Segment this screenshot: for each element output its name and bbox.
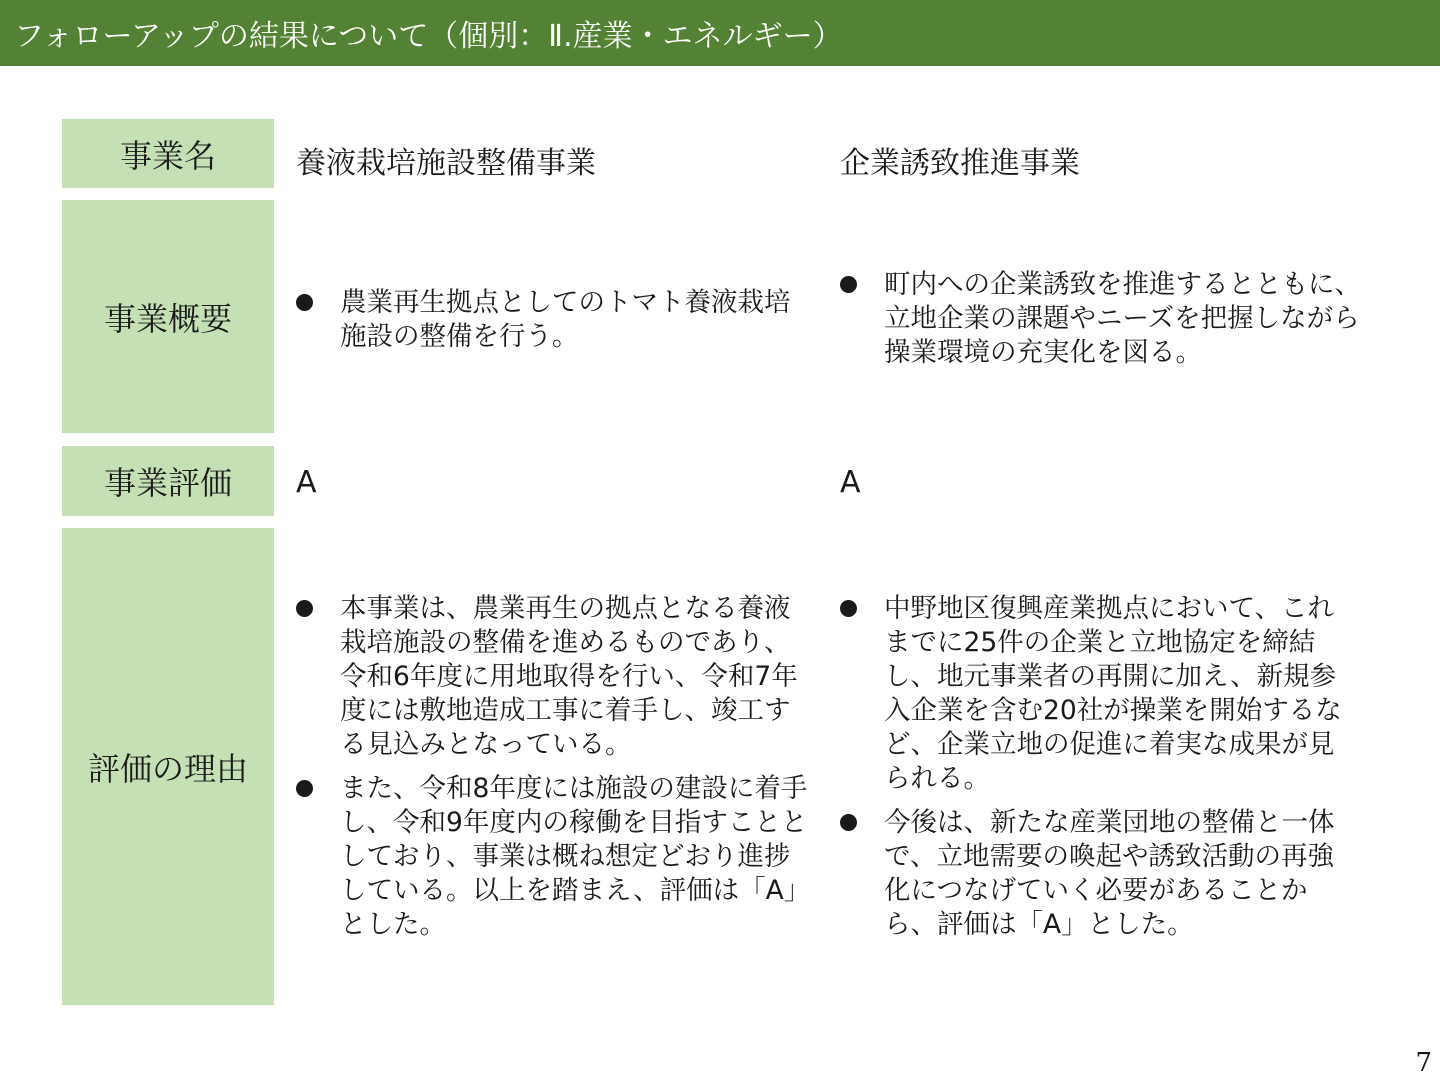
project-2-evaluation: A xyxy=(840,465,861,500)
label-reason: 評価の理由 xyxy=(62,528,274,1005)
bullet-icon xyxy=(296,294,313,311)
list-item: また、令和8年度には施設の建設に着手し、令和9年度内の稼働を目指すこととしており、事業は概ね想定どおり進捗している。以上を踏まえ、評価は「A」とした。 xyxy=(296,772,808,942)
bullet-icon xyxy=(840,814,857,831)
project-1-evaluation: A xyxy=(296,465,317,500)
label-project-name: 事業名 xyxy=(62,119,274,188)
project-1-overview xyxy=(296,286,804,364)
project-1-reasons xyxy=(296,592,808,952)
label-overview: 事業概要 xyxy=(62,200,274,433)
page-number: 7 xyxy=(1415,1048,1432,1078)
bullet-icon xyxy=(840,276,857,293)
project-2-overview xyxy=(840,268,1368,380)
list-item: 今後は、新たな産業団地の整備と一体で、立地需要の喚起や誘致活動の再強化につなげていく必要があることから、評価は「A」とした。 xyxy=(840,806,1348,942)
project-2-name: 企業誘致推進事業 xyxy=(840,146,1080,181)
list-item: 本事業は、農業再生の拠点となる養液栽培施設の整備を進めるものであり、令和6年度に用地取得を行い、令和7年度には敷地造成工事に着手し、竣工する見込みとなっている。 xyxy=(296,592,808,762)
bullet-icon xyxy=(840,600,857,617)
page-title: フォローアップの結果について（個別：Ⅱ.産業・エネルギー） xyxy=(0,0,1440,66)
bullet-icon xyxy=(296,600,313,617)
list-item: 町内への企業誘致を推進するとともに、立地企業の課題やニーズを把握しながら操業環境の充実化を図る。 xyxy=(840,268,1368,370)
bullet-icon xyxy=(296,780,313,797)
list-item: 農業再生拠点としてのトマト養液栽培施設の整備を行う。 xyxy=(296,286,804,354)
label-evaluation: 事業評価 xyxy=(62,446,274,516)
list-item: 中野地区復興産業拠点において、これまでに25件の企業と立地協定を締結し、地元事業者の再開に加え、新規参入企業を含む20社が操業を開始するなど、企業立地の促進に着実な成果が見られる。 xyxy=(840,592,1348,796)
project-2-reasons xyxy=(840,592,1348,952)
project-1-name: 養液栽培施設整備事業 xyxy=(296,146,596,181)
